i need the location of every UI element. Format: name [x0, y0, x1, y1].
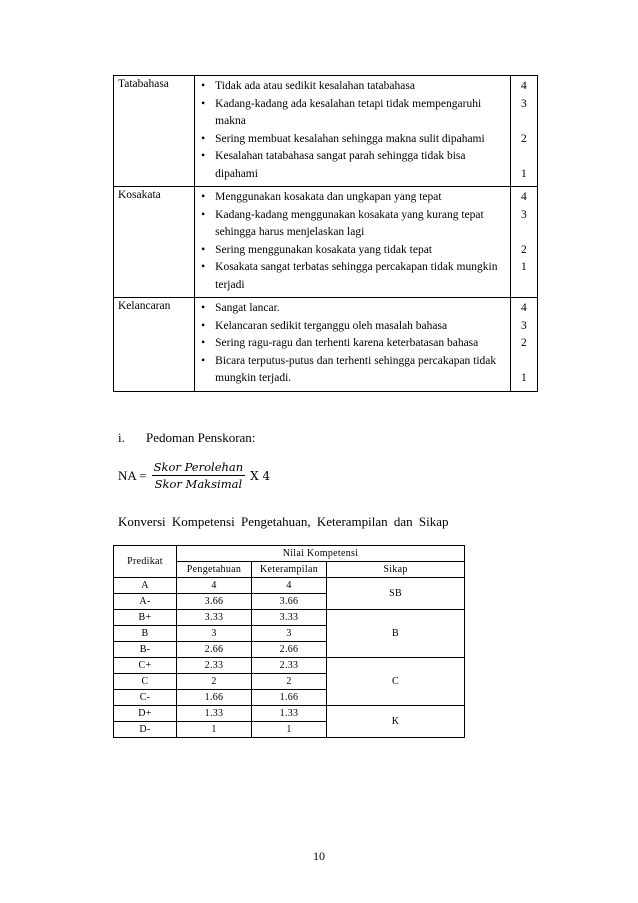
conversion-table: [113, 545, 465, 738]
score-cell: [510, 298, 537, 392]
score-value: 4: [521, 302, 527, 314]
table-row: [114, 706, 465, 722]
rubric-row-kosakata: [114, 187, 538, 298]
pengetahuan-cell: 1.66: [177, 690, 252, 706]
keterampilan-cell: 3: [252, 626, 327, 642]
table-row: [114, 610, 465, 626]
score-value: 1: [521, 167, 527, 180]
predikat-cell: A: [114, 578, 177, 594]
formula-lhs: NA =: [118, 467, 147, 483]
predikat-cell: C+: [114, 658, 177, 674]
formula-multiplier: X 4: [250, 468, 271, 483]
score-value: 2: [521, 337, 527, 349]
score-cell: [510, 76, 537, 187]
pengetahuan-cell: 3.66: [177, 594, 252, 610]
pengetahuan-cell: 3: [177, 626, 252, 642]
score-cell: [510, 187, 537, 298]
score-formula: [118, 460, 270, 491]
bullet-icon: •: [201, 97, 206, 110]
section-number: i.: [118, 430, 125, 445]
criteria-item: • Kadang-kadang menggunakan kosakata yang kurang tepat sehingga harus menjelaskan lagi: [201, 208, 484, 238]
bullet-icon: •: [201, 191, 206, 203]
bullet-icon: •: [201, 302, 206, 314]
header-keterampilan: Keterampilan: [252, 562, 327, 578]
criteria-item: • Tidak ada atau sedikit kesalahan tatabahasa: [201, 78, 504, 96]
keterampilan-cell: 1.66: [252, 690, 327, 706]
aspect-label: Kelancaran: [114, 298, 195, 392]
page-number: 10: [313, 849, 325, 863]
predikat-cell: C: [114, 674, 177, 690]
score-value: 1: [521, 261, 527, 273]
score-value: 4: [521, 80, 527, 92]
keterampilan-cell: 3.33: [252, 610, 327, 626]
score-value: 3: [521, 97, 527, 110]
criteria-cell: [195, 187, 511, 298]
predikat-cell: C-: [114, 690, 177, 706]
score-value: 3: [521, 208, 527, 221]
criteria-item: • Sangat lancar.: [201, 300, 504, 318]
table-row: [114, 578, 465, 594]
criteria-item: • Menggunakan kosakata dan ungkapan yang tepat: [201, 189, 504, 207]
pengetahuan-cell: 1: [177, 722, 252, 738]
keterampilan-cell: 1.33: [252, 706, 327, 722]
criteria-item: • Sering membuat kesalahan sehingga makna sulit dipahami: [201, 131, 504, 149]
section-title: Pedoman Penskoran:: [146, 430, 256, 445]
header-nilai-kompetensi: Nilai Kompetensi: [177, 546, 465, 562]
criteria-item: • Kesalahan tatabahasa sangat parah sehingga tidak bisa dipahami: [201, 150, 466, 180]
score-value: 1: [521, 372, 527, 384]
keterampilan-cell: 2.66: [252, 642, 327, 658]
keterampilan-cell: 2: [252, 674, 327, 690]
conversion-header-row: [114, 546, 465, 562]
bullet-icon: •: [201, 80, 206, 92]
score-value: 2: [521, 132, 527, 145]
keterampilan-cell: 3.66: [252, 594, 327, 610]
criteria-item: • Kosakata sangat terbatas sehingga percakapan tidak mungkin terjadi: [201, 261, 498, 291]
predikat-cell: A-: [114, 594, 177, 610]
table-row: [114, 658, 465, 674]
pengetahuan-cell: 2.33: [177, 658, 252, 674]
score-value: 3: [521, 319, 527, 332]
predikat-cell: B-: [114, 642, 177, 658]
bullet-icon: •: [201, 208, 206, 221]
criteria-item: • Sering ragu-ragu dan terhenti karena keterbatasan bahasa: [201, 335, 504, 353]
sikap-cell: C: [327, 658, 465, 706]
bullet-icon: •: [201, 261, 206, 273]
keterampilan-cell: 4: [252, 578, 327, 594]
sikap-cell: SB: [327, 578, 465, 610]
criteria-item: • Bicara terputus-putus dan terhenti sehingga percakapan tidak mungkin terjadi.: [201, 354, 497, 384]
predikat-cell: D+: [114, 706, 177, 722]
criteria-item: • Kadang-kadang ada kesalahan tetapi tidak mempengaruhi makna: [201, 97, 482, 127]
criteria-item: • Sering menggunakan kosakata yang tidak tepat: [201, 242, 504, 260]
criteria-cell: [195, 76, 511, 187]
aspect-label: Tatabahasa: [114, 76, 195, 187]
criteria-cell: [195, 298, 511, 392]
keterampilan-cell: 1: [252, 722, 327, 738]
predikat-cell: B+: [114, 610, 177, 626]
formula-denominator: Skor Maksimal: [154, 477, 243, 491]
keterampilan-cell: 2.33: [252, 658, 327, 674]
aspect-label: Kosakata: [114, 187, 195, 298]
pengetahuan-cell: 4: [177, 578, 252, 594]
speaking-rubric-table: [113, 75, 538, 392]
bullet-icon: •: [201, 243, 206, 256]
bullet-icon: •: [201, 150, 206, 162]
header-pengetahuan: Pengetahuan: [177, 562, 252, 578]
bullet-icon: •: [201, 337, 206, 349]
rubric-row-kelancaran: [114, 298, 538, 392]
header-predikat: Predikat: [114, 546, 177, 578]
criteria-item: • Kelancaran sedikit terganggu oleh masalah bahasa: [201, 318, 504, 336]
formula-fraction: [152, 460, 246, 491]
predikat-cell: D-: [114, 722, 177, 738]
predikat-cell: B: [114, 626, 177, 642]
rubric-row-tatabahasa: [114, 76, 538, 187]
pengetahuan-cell: 2: [177, 674, 252, 690]
bullet-icon: •: [201, 354, 206, 367]
bullet-icon: •: [201, 132, 206, 145]
pengetahuan-cell: 3.33: [177, 610, 252, 626]
scoring-guide-heading: [118, 430, 255, 446]
score-value: 4: [521, 191, 527, 203]
formula-numerator: Skor Perolehan: [153, 460, 244, 474]
pengetahuan-cell: 1.33: [177, 706, 252, 722]
bullet-icon: •: [201, 319, 206, 332]
sikap-cell: K: [327, 706, 465, 738]
score-value: 2: [521, 243, 527, 256]
pengetahuan-cell: 2.66: [177, 642, 252, 658]
conversion-title: Konversi Kompetensi Pengetahuan, Keterampilan dan Sikap: [118, 514, 449, 529]
header-sikap: Sikap: [327, 562, 465, 578]
sikap-cell: B: [327, 610, 465, 658]
